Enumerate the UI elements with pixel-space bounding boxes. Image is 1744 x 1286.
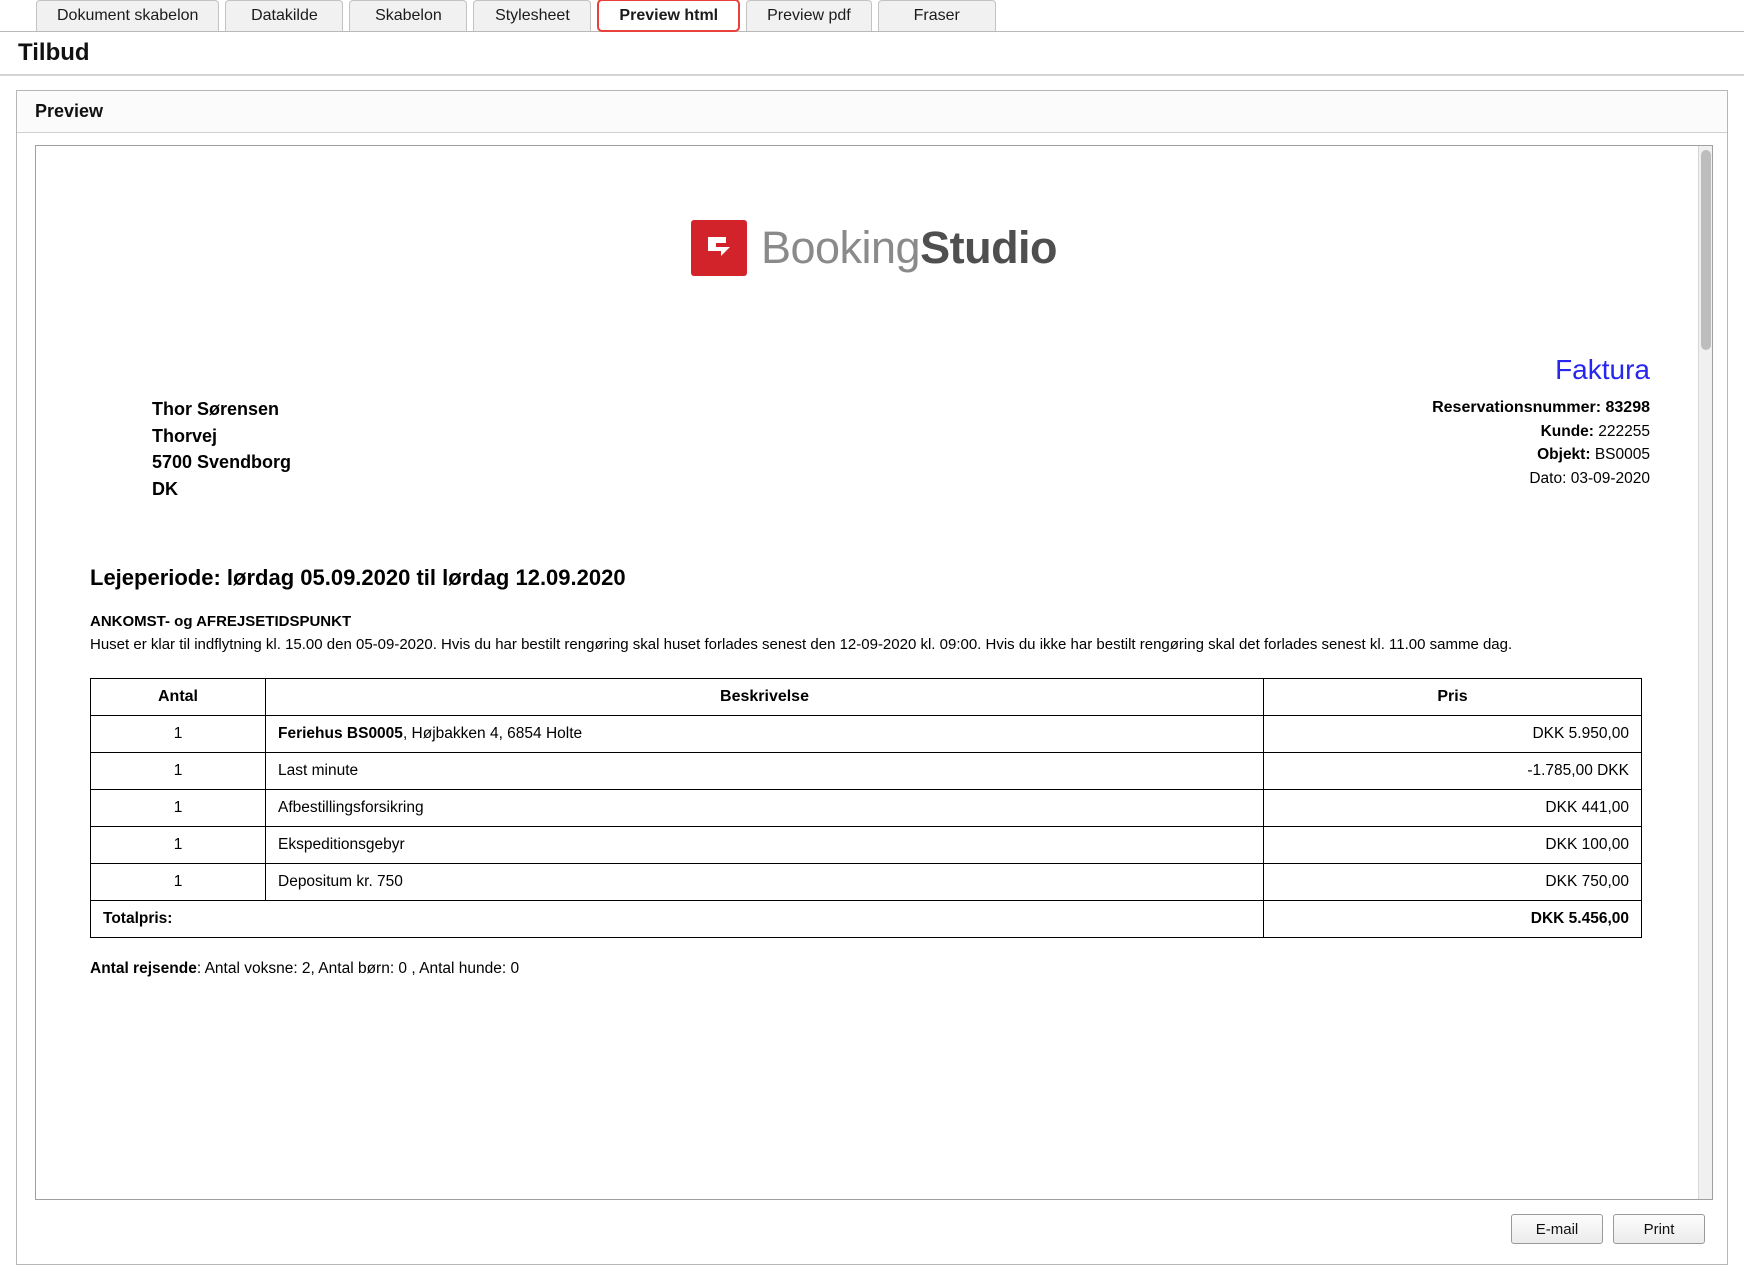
- travellers-line: [90, 960, 1658, 978]
- cell-antal: 1: [91, 826, 266, 863]
- tab-stylesheet[interactable]: Stylesheet: [473, 0, 591, 31]
- meta-customer: [1432, 420, 1650, 443]
- items-table: [90, 678, 1642, 938]
- col-antal: Antal: [91, 678, 266, 715]
- total-value: DKK 5.456,00: [1264, 900, 1642, 937]
- total-label: Totalpris:: [91, 900, 1264, 937]
- cell-beskrivelse: [266, 826, 1264, 863]
- travellers-label: Antal rejsende: [90, 959, 197, 977]
- cell-beskrivelse-bold: Feriehus BS0005: [278, 724, 403, 742]
- table-row: [91, 789, 1642, 826]
- rental-period-heading: Lejeperiode: lørdag 05.09.2020 til lørdag 12.09.2020: [90, 564, 626, 590]
- invoice-title: Faktura: [1555, 354, 1650, 385]
- preview-panel-title: Preview: [35, 101, 104, 121]
- meta-reservation-label: Reservationsnummer:: [1432, 399, 1602, 416]
- recipient-name: Thor Sørensen: [152, 399, 280, 419]
- page-title-bar: [0, 32, 1744, 76]
- cell-pris: DKK 5.950,00: [1264, 715, 1642, 752]
- email-button[interactable]: E-mail: [1511, 1214, 1603, 1244]
- preview-panel-header: [17, 91, 1727, 133]
- meta-reservation: [1432, 396, 1650, 420]
- tab-bar: [0, 0, 1744, 32]
- action-buttons: [17, 1200, 1727, 1244]
- table-header-row: [91, 678, 1642, 715]
- meta-reservation-value: 83298: [1605, 399, 1650, 416]
- cell-antal: 1: [91, 789, 266, 826]
- cell-beskrivelse: [266, 863, 1264, 900]
- cell-pris: DKK 750,00: [1264, 863, 1642, 900]
- page-title: Tilbud: [18, 39, 90, 66]
- cell-beskrivelse: [266, 789, 1264, 826]
- col-beskrivelse: Beskrivelse: [266, 678, 1264, 715]
- meta-date: [1432, 467, 1650, 490]
- preview-scrollbar-thumb[interactable]: [1701, 150, 1711, 350]
- table-row: [91, 752, 1642, 789]
- travellers-text: : Antal voksne: 2, Antal børn: 0 , Antal hunde: 0: [196, 959, 520, 977]
- cell-beskrivelse-rest: Afbestillingsforsikring: [278, 798, 424, 816]
- cell-pris: -1.785,00 DKK: [1264, 752, 1642, 789]
- invoice-header-columns: [76, 396, 1672, 503]
- cell-antal: 1: [91, 715, 266, 752]
- cell-antal: 1: [91, 752, 266, 789]
- meta-customer-value: 222255: [1598, 423, 1650, 440]
- cell-beskrivelse-rest: Ekspeditionsgebyr: [278, 835, 405, 853]
- recipient-street: Thorvej: [152, 425, 218, 446]
- cell-beskrivelse: [266, 715, 1264, 752]
- table-total-row: [91, 900, 1642, 937]
- cell-beskrivelse-rest: Last minute: [278, 761, 359, 779]
- document-preview-area: [35, 145, 1713, 1200]
- logo-text: [761, 222, 1057, 274]
- cell-pris: DKK 100,00: [1264, 826, 1642, 863]
- tab-dokument-skabelon[interactable]: Dokument skabelon: [36, 0, 219, 31]
- meta-date-label: Dato:: [1529, 469, 1567, 487]
- invoice-document: [36, 146, 1712, 1199]
- meta-object: [1432, 443, 1650, 466]
- logo-text-light: Booking: [760, 222, 921, 273]
- cell-beskrivelse-rest: Depositum kr. 750: [278, 872, 403, 890]
- table-row: [91, 826, 1642, 863]
- tab-skabelon[interactable]: Skabelon: [349, 0, 467, 31]
- arrival-text: Huset er klar til indflytning kl. 15.00 den 05-09-2020. Hvis du har bestilt rengøring skal huset forlades senest den 12-09-2020 kl. 09:00. Hvis du ikke har bestilt rengøring skal det forlades senest kl. 11.00 samme dag.: [90, 635, 1513, 653]
- meta-object-value: BS0005: [1594, 446, 1650, 464]
- preview-panel: [16, 90, 1728, 1265]
- table-row: [91, 863, 1642, 900]
- preview-scrollbar[interactable]: [1698, 146, 1712, 1199]
- table-row: [91, 715, 1642, 752]
- logo: [76, 220, 1672, 276]
- recipient-city: 5700 Svendborg: [152, 452, 292, 473]
- print-button[interactable]: Print: [1613, 1214, 1705, 1244]
- tab-datakilde[interactable]: Datakilde: [225, 0, 343, 31]
- logo-text-bold: Studio: [920, 222, 1058, 273]
- recipient-address: [76, 396, 291, 503]
- tab-preview-html[interactable]: Preview html: [597, 0, 740, 32]
- cell-pris: DKK 441,00: [1264, 789, 1642, 826]
- meta-date-value: 03-09-2020: [1570, 469, 1650, 487]
- meta-object-label: Objekt:: [1537, 446, 1591, 464]
- invoice-meta: [1432, 396, 1672, 503]
- tab-preview-pdf[interactable]: Preview pdf: [746, 0, 872, 31]
- meta-customer-label: Kunde:: [1540, 423, 1594, 440]
- cell-beskrivelse-rest: , Højbakken 4, 6854 Holte: [402, 724, 583, 742]
- recipient-country: DK: [152, 478, 178, 499]
- col-pris: Pris: [1264, 678, 1642, 715]
- cell-beskrivelse: [266, 752, 1264, 789]
- tab-fraser[interactable]: Fraser: [878, 0, 996, 31]
- bookingstudio-logo-icon: [691, 220, 747, 276]
- cell-antal: 1: [91, 863, 266, 900]
- arrival-heading: ANKOMST- og AFREJSETIDSPUNKT: [90, 612, 352, 630]
